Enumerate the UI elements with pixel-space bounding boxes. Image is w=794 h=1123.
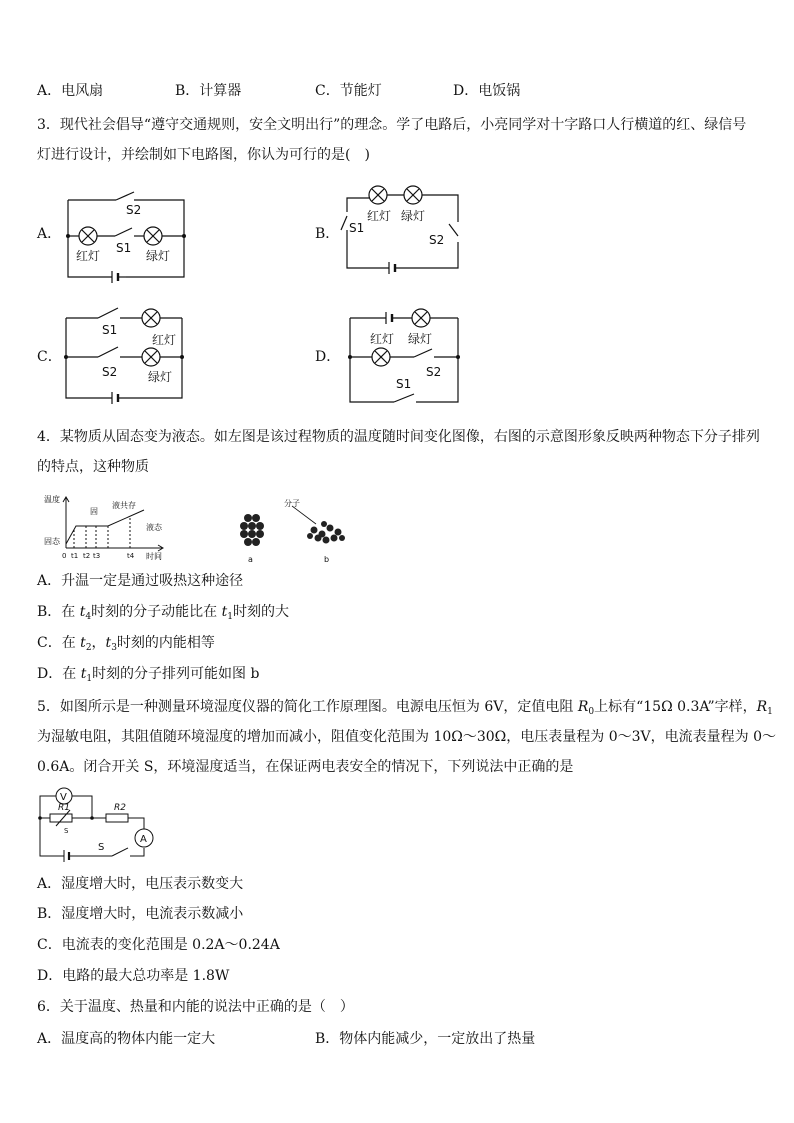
resistor-r1-label: R1 <box>58 803 70 813</box>
q5-option-c: C．电流表的变化范围是 0.2A～0.24A <box>37 937 280 953</box>
q6-option-b: B．物体内能减少，一定放出了热量 <box>315 1031 536 1047</box>
figure-label-a: a <box>248 555 253 564</box>
switch-label: S <box>98 842 105 853</box>
graph-ylabel: 温度 <box>44 495 60 504</box>
label-s1: S1 <box>396 377 412 391</box>
ammeter-label: A <box>140 834 147 845</box>
label-red-lamp: 红灯 <box>367 209 392 223</box>
label-s2: S2 <box>102 365 118 379</box>
q6-stem: 6．关于温度、热量和内能的说法中正确的是（ ） <box>37 999 354 1015</box>
q3-label-b: B． <box>315 226 340 242</box>
label-s1: S1 <box>116 241 132 255</box>
q3-stem-line2: 灯进行设计，并绘制如下电路图，你认为可行的是( ) <box>37 147 370 163</box>
q4-option-a: A．升温一定是通过吸热这种途径 <box>37 573 244 589</box>
graph-origin: 0 <box>62 552 67 560</box>
label-s1: S1 <box>349 221 365 235</box>
graph-mix-label: 液共存 <box>112 501 136 510</box>
q3-stem-line1: 3．现代社会倡导“遵守交通规则，安全文明出行”的理念。学了电路后，小亮同学对十字路口人行横道的红、绿信号 <box>37 117 747 133</box>
q4-option-c: C．在 $t_2$，$t_3$时刻的内能相等 <box>37 635 215 653</box>
q6-option-a: A．温度高的物体内能一定大 <box>37 1031 216 1047</box>
resistor-r2-label: R2 <box>114 803 126 813</box>
label-green-lamp: 绿灯 <box>148 370 173 384</box>
q5-stem-line2: 为湿敏电阻，其阻值随环境湿度的增加而减小，阻值变化范围为 10Ω～30Ω，电压表量程为 0～3V，电流表量程为 0～ <box>37 729 777 745</box>
graph-xlabel: 时间 <box>146 552 162 561</box>
circuit-diagram-a <box>60 180 190 284</box>
q2-option-a: A．电风扇 <box>37 83 104 99</box>
circuit-diagram-c <box>60 300 190 410</box>
q5-option-a: A．湿度增大时，电压表示数变大 <box>37 876 244 892</box>
label-red-lamp: 红灯 <box>152 333 177 347</box>
graph-solid-label: 固态 <box>44 537 60 546</box>
graph-tick-t2: t2 <box>83 552 91 560</box>
label-s2: S2 <box>126 203 142 217</box>
q2-option-c: C．节能灯 <box>315 83 382 99</box>
solid-molecule-cluster-a <box>240 514 264 546</box>
q3-label-c: C． <box>37 349 62 365</box>
figure-label-b: b <box>324 555 330 564</box>
label-s2: S2 <box>426 365 442 379</box>
q5-option-d: D．电路的最大总功率是 1.8W <box>37 968 230 984</box>
label-green-lamp: 绿灯 <box>408 332 433 346</box>
q5-option-b: B．湿度增大时，电流表示数减小 <box>37 906 244 922</box>
graph-tick-t1: t1 <box>71 552 79 560</box>
q4-stem-line1: 4．某物质从固态变为液态。如左图是该过程物质的温度随时间变化图像，右图的示意图形象反映两种物态下分子排列 <box>37 429 760 445</box>
circuit-diagram-b <box>337 180 467 278</box>
label-s2: S2 <box>429 233 445 247</box>
sensor-label: S <box>64 827 69 835</box>
label-red-lamp: 红灯 <box>76 249 101 263</box>
q5-stem-line3: 0.6A。闭合开关 S，环境湿度适当，在保证两电表安全的情况下，下列说法中正确的是 <box>37 759 574 775</box>
graph-tick-t3: t3 <box>93 552 101 560</box>
graph-solid-short-label: 固 <box>90 507 98 516</box>
q4-stem-line2: 的特点，这种物质 <box>37 459 149 475</box>
q3-label-a: A． <box>37 226 62 242</box>
q2-option-d: D．电饭锅 <box>453 83 521 99</box>
label-s1: S1 <box>102 323 118 337</box>
q3-label-d: D． <box>315 349 341 365</box>
voltmeter-label: V <box>60 792 67 803</box>
humidity-circuit-diagram <box>36 786 160 862</box>
temperature-time-graph <box>44 492 176 562</box>
q4-option-b: B．在 $t_4$时刻的分子动能比在 $t_1$时刻的大 <box>37 604 289 622</box>
q4-option-d: D．在 $t_1$时刻的分子排列可能如图 b <box>37 666 260 684</box>
graph-tick-t4: t4 <box>127 552 135 560</box>
liquid-molecule-cluster-b <box>307 521 345 544</box>
q2-option-b: B．计算器 <box>175 83 242 99</box>
circuit-diagram-d <box>340 300 465 410</box>
molecule-arrangement-figure <box>232 494 350 564</box>
q5-stem-line1: 5．如图所示是一种测量环境湿度仪器的简化工作原理图。电源电压恒为 6V，定值电阻 $R_0$上标有“15Ω 0.3A”字样，$R_1$ <box>37 699 773 717</box>
label-green-lamp: 绿灯 <box>401 209 426 223</box>
label-green-lamp: 绿灯 <box>146 249 171 263</box>
graph-liquid-label: 液态 <box>146 523 162 532</box>
molecule-label: 分子 <box>284 499 300 508</box>
label-red-lamp: 红灯 <box>370 332 395 346</box>
